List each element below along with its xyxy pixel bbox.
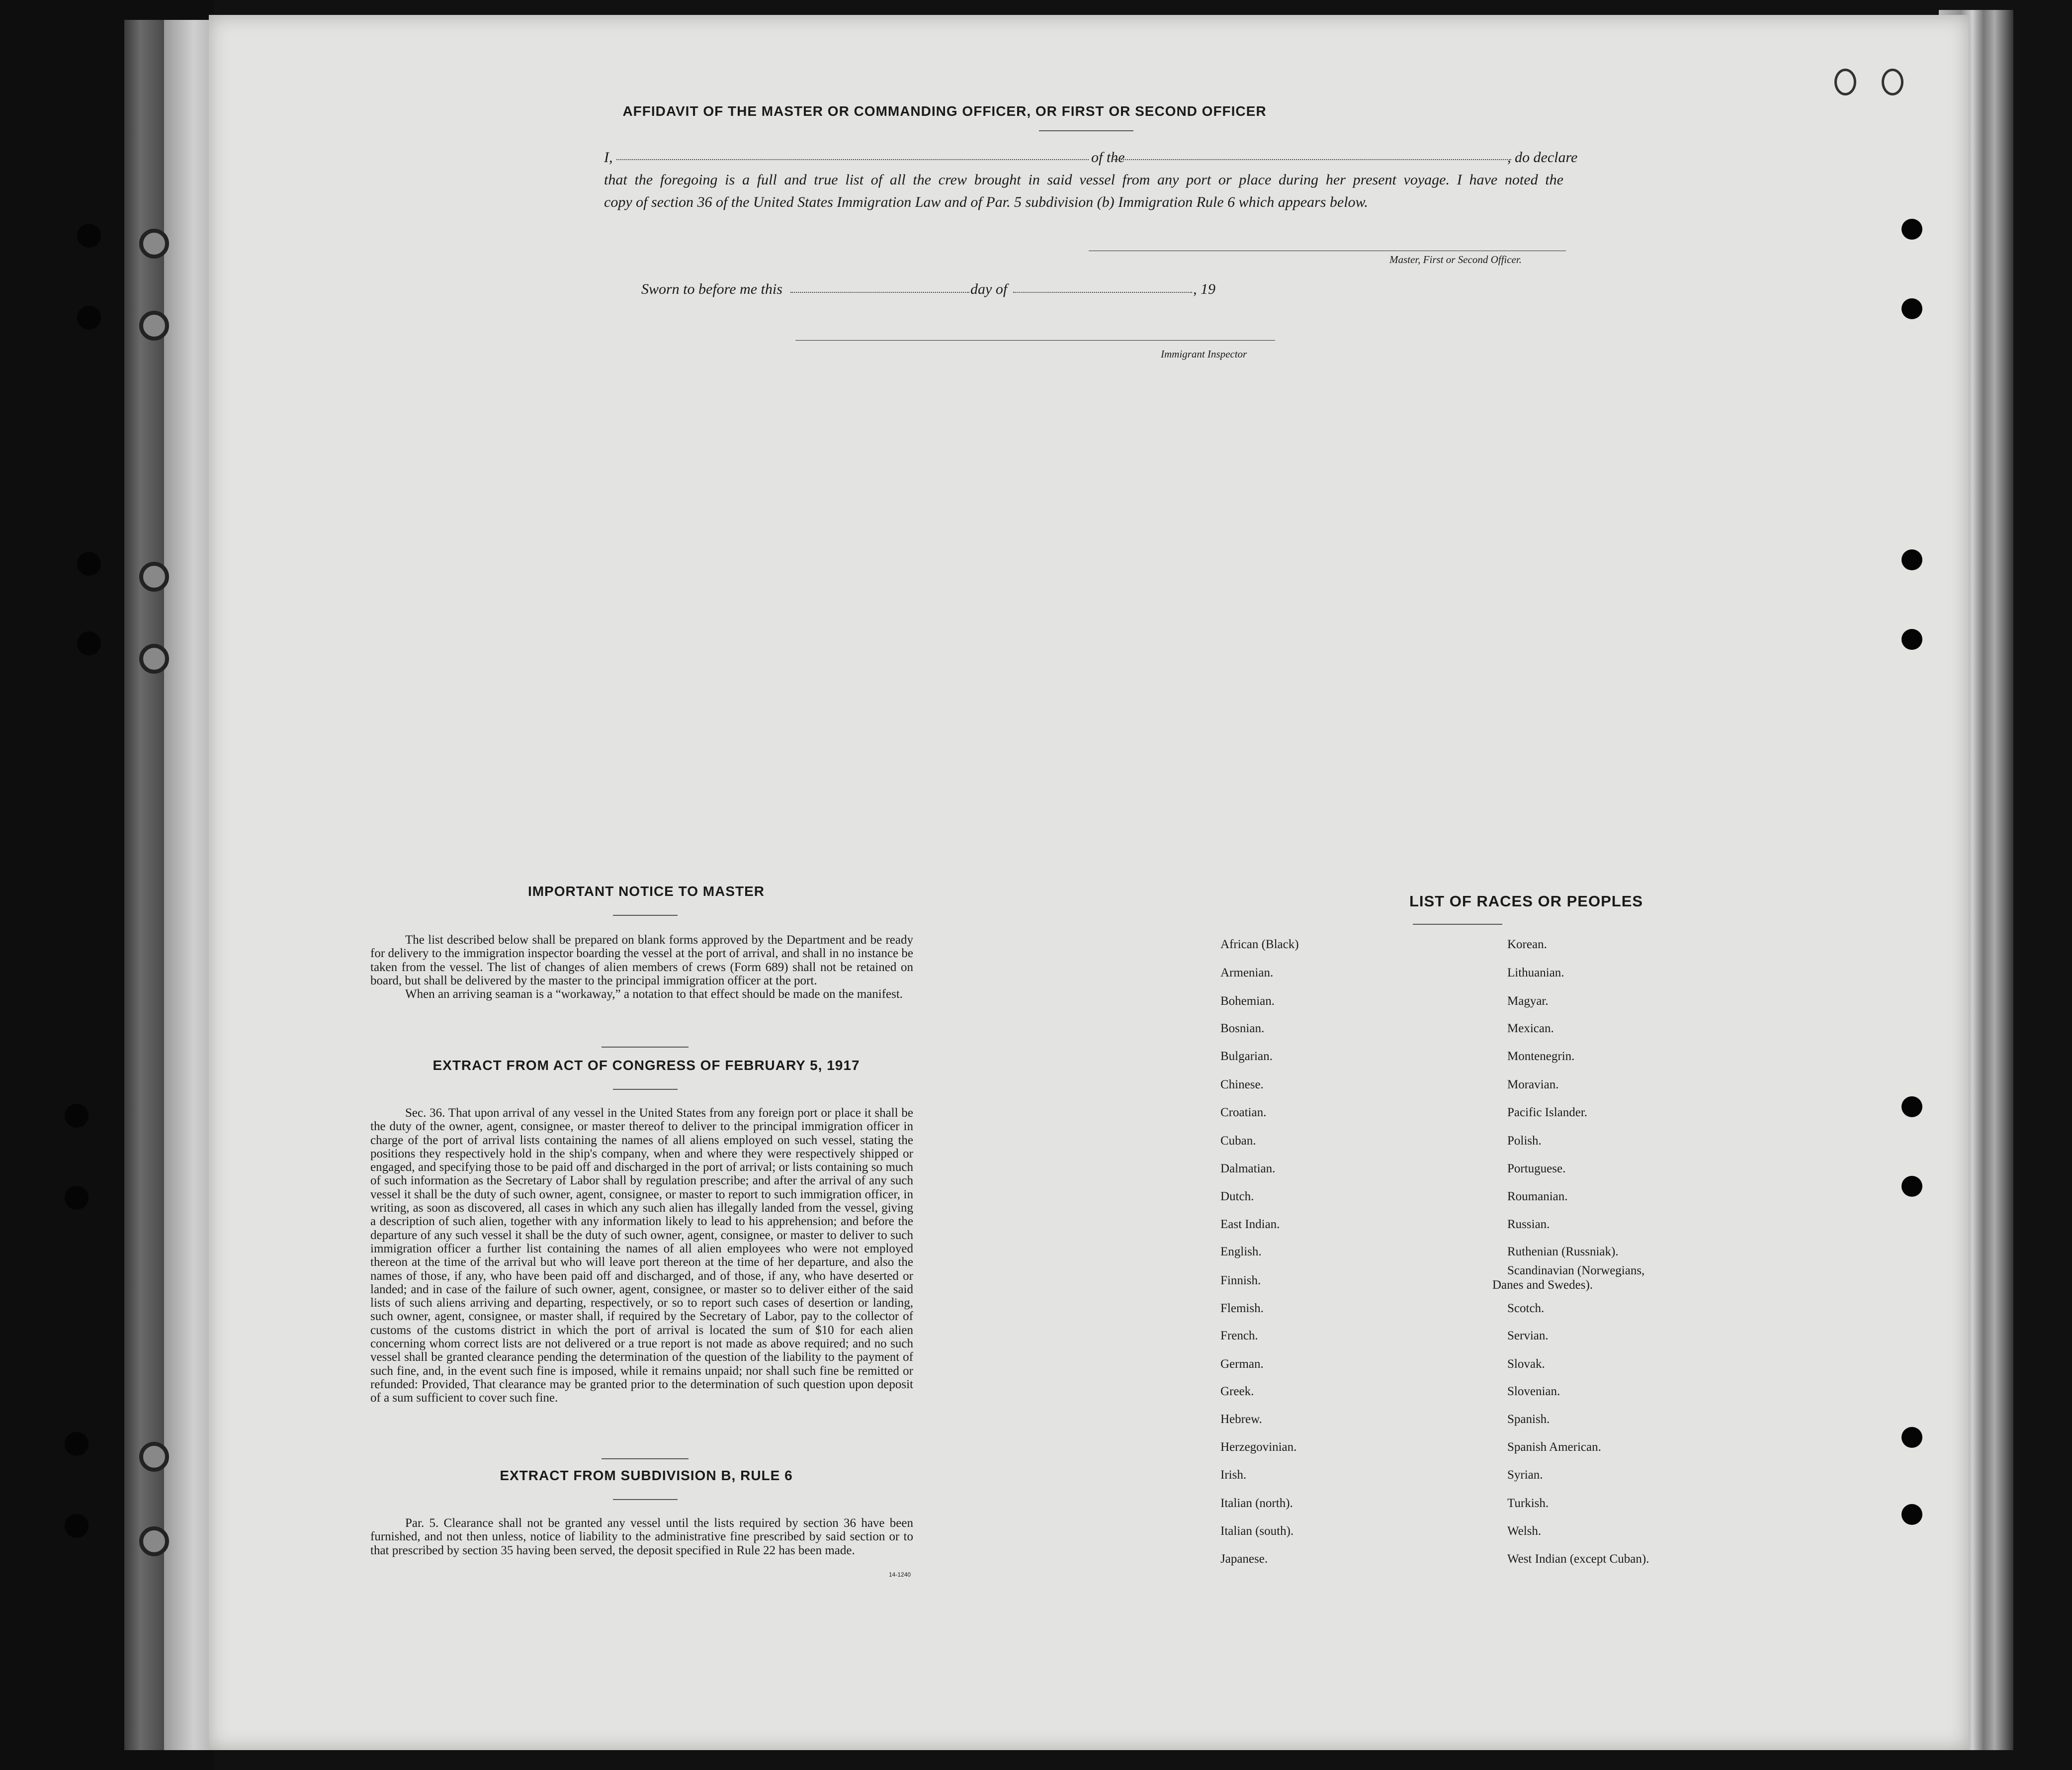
race-item: Mexican.	[1507, 1022, 1554, 1035]
race-item: Italian (south).	[1220, 1524, 1294, 1538]
race-item: Herzegovinian.	[1220, 1440, 1297, 1454]
race-item: Greek.	[1220, 1385, 1254, 1398]
notice-title: IMPORTANT NOTICE TO MASTER	[527, 884, 765, 899]
race-item: English.	[1220, 1245, 1262, 1258]
race-item: Bohemian.	[1220, 994, 1275, 1008]
binder-hole	[65, 1186, 88, 1210]
race-item: Servian.	[1507, 1329, 1549, 1342]
race-item: Italian (north).	[1220, 1497, 1293, 1510]
affidavit-declare: , do declare	[1507, 149, 1578, 166]
act-rule	[613, 1089, 678, 1090]
punch-hole	[1901, 1427, 1922, 1448]
binder-background	[0, 0, 214, 1770]
title-rule	[1039, 130, 1133, 131]
binder-hole	[65, 1514, 88, 1538]
race-item: Turkish.	[1507, 1497, 1549, 1510]
affidavit-line-2: that the foregoing is a full and true list of all the crew brought in said vessel from any port or place during her present voyage. I have noted the	[604, 172, 1563, 188]
race-item: Bulgarian.	[1220, 1050, 1273, 1063]
sworn-day-field[interactable]	[790, 292, 969, 293]
punch-hole	[1901, 1176, 1922, 1197]
race-item: Magyar.	[1507, 994, 1549, 1008]
act-title: EXTRACT FROM ACT OF CONGRESS OF FEBRUARY 5, 1917	[432, 1058, 860, 1073]
binder-hole	[65, 1432, 88, 1456]
races-rule	[1413, 924, 1502, 925]
notice-rule	[613, 915, 678, 916]
races-title: LIST OF RACES OR PEOPLES	[1409, 892, 1643, 910]
binder-ring	[139, 1526, 169, 1556]
binder-ring	[139, 229, 169, 259]
affidavit-of-the: of the	[1091, 149, 1125, 166]
race-item: African (Black)	[1220, 938, 1299, 951]
race-item: Ruthenian (Russniak).	[1507, 1245, 1619, 1258]
binder-hole	[77, 552, 101, 576]
race-item: German.	[1220, 1357, 1264, 1371]
signature-caption: Master, First or Second Officer.	[1389, 254, 1522, 266]
year-label: , 19	[1193, 281, 1215, 297]
race-item: West Indian (except Cuban).	[1507, 1552, 1649, 1566]
race-item: Flemish.	[1220, 1302, 1264, 1315]
rule-rule	[602, 1458, 689, 1459]
punch-hole	[1901, 629, 1922, 650]
inspector-signature-line[interactable]	[795, 340, 1275, 341]
race-item: East Indian.	[1220, 1218, 1280, 1231]
rule-title: EXTRACT FROM SUBDIVISION B, RULE 6	[500, 1468, 793, 1483]
race-item: Welsh.	[1507, 1524, 1542, 1538]
race-item: Spanish American.	[1507, 1440, 1601, 1454]
punch-hole	[1901, 1096, 1922, 1117]
binder-ring	[139, 1442, 169, 1472]
notice-paragraph: When an arriving seaman is a “workaway,” a notation to that effect should be made on the manifest.	[405, 987, 903, 1001]
binder-hole	[77, 224, 101, 248]
sworn-label: Sworn to before me this	[641, 281, 782, 297]
punch-hole	[1834, 69, 1856, 95]
race-item: Bosnian.	[1220, 1022, 1265, 1035]
race-item: Cuban.	[1220, 1134, 1256, 1148]
race-item: Danes and Swedes).	[1492, 1278, 1593, 1292]
race-item: Dutch.	[1220, 1190, 1254, 1203]
race-item: Croatian.	[1220, 1106, 1267, 1119]
race-item: Pacific Islander.	[1507, 1106, 1588, 1119]
binder-ring	[139, 644, 169, 674]
race-item: Spanish.	[1507, 1413, 1550, 1426]
binder-ring	[139, 562, 169, 592]
race-item: Slovak.	[1507, 1357, 1545, 1371]
punch-hole	[1901, 1504, 1922, 1525]
race-item: Chinese.	[1220, 1078, 1264, 1091]
punch-hole	[1882, 69, 1903, 95]
affidavit-line-3: copy of section 36 of the United States Immigration Law and of Par. 5 subdivision (b) Immigration Rule 6 which appears below.	[604, 194, 1368, 210]
race-item: Polish.	[1507, 1134, 1542, 1148]
race-item: Scandinavian (Norwegians,	[1507, 1264, 1645, 1277]
act-section-36: Sec. 36. That upon arrival of any vessel in the United States from any foreign port or place it shall be the duty of the owner, agent, consignee, or master thereof to deliver to the principal immigration officer in charge of the port of arrival lists containing the names of all aliens employed on such vessel, stating the positions they respectively hold in the ship's company, when and where they were respectively shipped or engaged, and specifying those to be paid off and discharged in the port of arrival; or lists containing so much of such information as the Secretary of Labor shall by regulation prescribe; and after the arrival of any such vessel it shall be the duty of such owner, agent, consignee, or master to report to such immigration officer, in writing, as soon as discovered, all cases in which any such alien has illegally landed from the vessel, giving a description of such alien, together with any information likely to lead to his apprehension; and before the departure of any such vessel it shall be the duty of such owner, agent, consignee, or master to deliver to such immigration officer a further list containing the names of all alien employees who were not employed thereon at the time of the arrival but who will leave port thereon at the time of her departure, and also the names of those, if any, who have been paid off and discharged, and of those, if any, who have deserted or landed; and in case of the failure of such owner, agent, consignee, or master so to deliver either of the said lists of such aliens arriving and departing, respectively, or so to report such cases of desertion or landing, such owner, agent, consignee, or master shall, if required by the Secretary of Labor, pay to the collector of customs of the customs district in which the port of arrival is located the sum of $10 for each alien concerning whom correct lists are not delivered or a true report is not made as above required; and no such vessel shall be granted clearance pending the determination of the question of the liability to the payment of such fine, and, in the event such fine is imposed, while it remains unpaid; nor shall such fine be remitted or refunded: Provided, That clearance may be granted prior to the determination of such question upon deposit of a sum sufficient to cover such fine.	[370, 1106, 913, 1405]
race-item: Montenegrin.	[1507, 1050, 1575, 1063]
race-item: Lithuanian.	[1507, 966, 1564, 979]
rule-rule	[613, 1499, 678, 1500]
notice-text	[370, 933, 913, 1001]
name-field[interactable]	[616, 159, 1089, 160]
race-item: Armenian.	[1220, 966, 1274, 979]
rule-text	[370, 1516, 913, 1557]
binder-strip-light	[164, 20, 214, 1750]
race-item: Portuguese.	[1507, 1162, 1566, 1175]
race-item: Scotch.	[1507, 1302, 1545, 1315]
binder-ring	[139, 311, 169, 341]
act-text	[370, 1106, 913, 1405]
race-item: Dalmatian.	[1220, 1162, 1276, 1175]
act-rule	[602, 1047, 689, 1048]
race-item: Irish.	[1220, 1468, 1247, 1482]
form-number: 14-1240	[889, 1571, 911, 1578]
race-item: Roumanian.	[1507, 1190, 1568, 1203]
race-item: Russian.	[1507, 1218, 1550, 1231]
binder-hole	[65, 1104, 88, 1128]
race-item: French.	[1220, 1329, 1258, 1342]
binder-strip	[124, 20, 164, 1750]
affidavit-i: I,	[604, 149, 613, 166]
manifest-page	[209, 15, 1969, 1750]
inspector-caption: Immigrant Inspector	[1161, 348, 1247, 360]
race-item: Moravian.	[1507, 1078, 1559, 1091]
affidavit-title: AFFIDAVIT OF THE MASTER OR COMMANDING OFFICER, OR FIRST OR SECOND OFFICER	[622, 103, 1267, 119]
rule-paragraph: Par. 5. Clearance shall not be granted any vessel until the lists required by section 36 have been furnished, and not then unless, notice of liability to the administrative fine prescribed by said section or to that prescribed by section 35 having been served, the deposit specified in Rule 22 has been made.	[370, 1516, 913, 1557]
punch-hole	[1901, 549, 1922, 570]
vessel-field[interactable]	[1114, 159, 1511, 160]
punch-hole	[1901, 298, 1922, 319]
race-item: Hebrew.	[1220, 1413, 1262, 1426]
race-item: Korean.	[1507, 938, 1547, 951]
day-of-label: day of	[970, 281, 1008, 297]
binder-hole	[77, 631, 101, 655]
notice-paragraph: The list described below shall be prepared on blank forms approved by the Department and be ready for delivery to the immigration inspector boarding the vessel at the port of arrival, and shall in no instance be taken from the vessel. The list of changes of alien members of crews (Form 689) shall not be retained on board, but shall be delivered by the master to the principal immigration officer at the port.	[370, 933, 913, 987]
race-item: Slovenian.	[1507, 1385, 1560, 1398]
binder-hole	[77, 306, 101, 330]
race-item: Japanese.	[1220, 1552, 1268, 1566]
race-item: Finnish.	[1220, 1274, 1261, 1287]
race-item: Syrian.	[1507, 1468, 1543, 1482]
sworn-month-field[interactable]	[1013, 292, 1192, 293]
punch-hole	[1901, 219, 1922, 240]
